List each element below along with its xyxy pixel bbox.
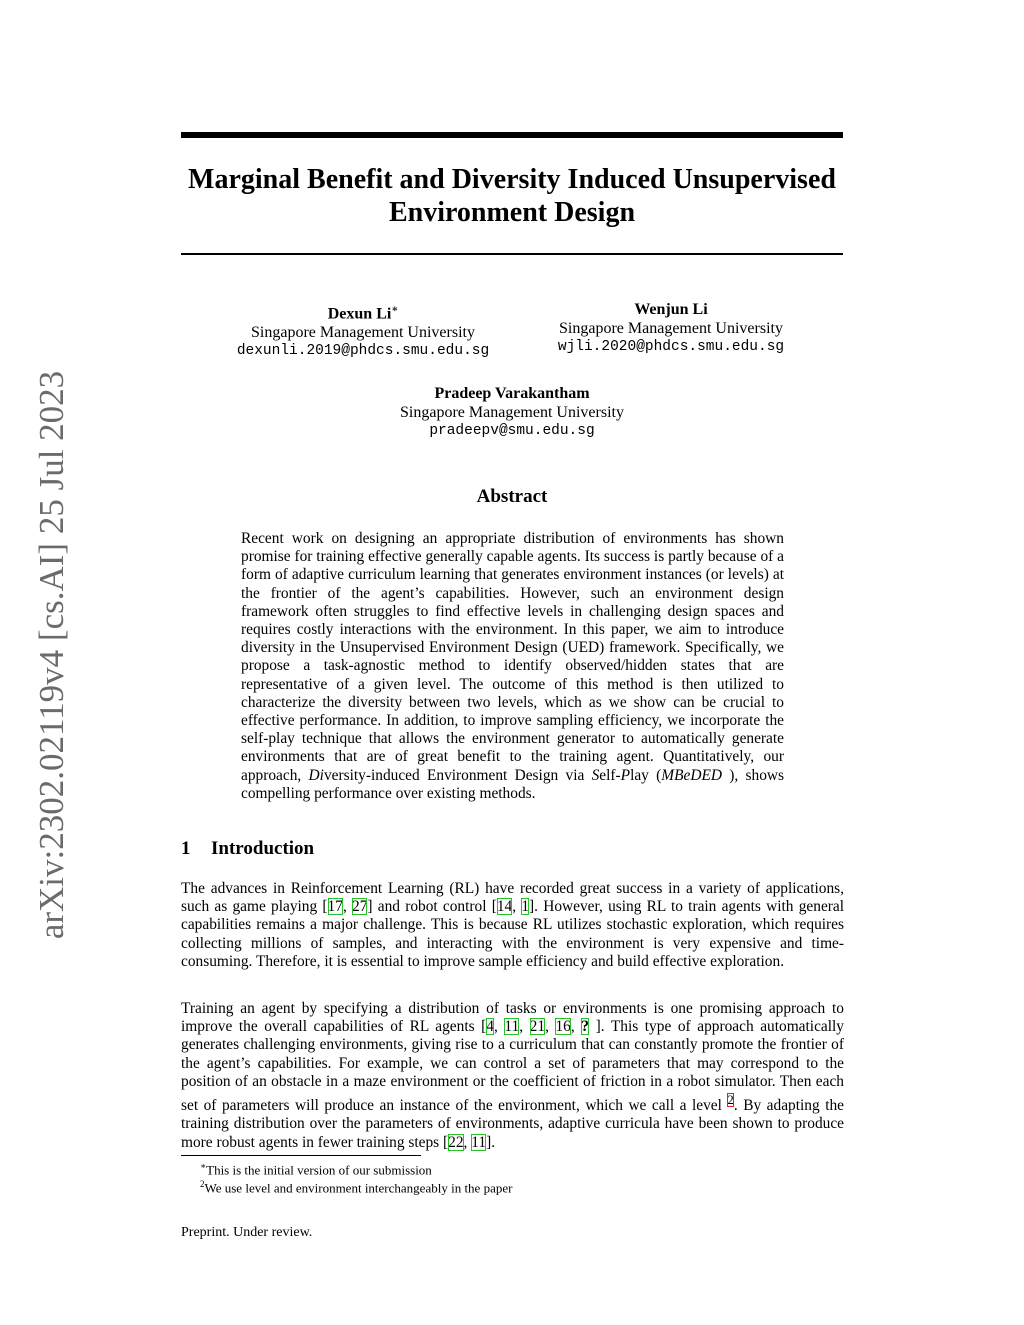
citation-link[interactable]: 4: [486, 1018, 494, 1036]
author-block-1: [213, 300, 513, 361]
title-bottom-rule: [181, 253, 843, 255]
author-email: pradeepv@smu.edu.sg: [429, 423, 595, 439]
title-line-2: Environment Design: [388, 197, 636, 228]
author-email: dexunli.2019@phdcs.smu.edu.sg: [236, 343, 490, 360]
citation-link[interactable]: 16: [555, 1018, 571, 1036]
author-name: Pradeep Varakantham: [434, 385, 590, 402]
citation-link[interactable]: 1: [521, 898, 530, 916]
title-line-1: Marginal Benefit and Diversity Induced Unsupervised: [188, 164, 836, 195]
preprint-footer: Preprint. Under review.: [181, 1225, 313, 1240]
citation-link[interactable]: 14: [496, 898, 513, 916]
author-affiliation: Singapore Management University: [251, 324, 475, 342]
intro-paragraph-2: Training an agent by specifying a distribution of tasks or environments is one promising approach to improve the overall capabilities of RL agents [4, 11, 21, 16, ? ]. This type of approach automatically generates challenging environments, giving rise to a curriculum that can constantly promote the frontier of the agent’s capabilities. For example, we can control a set of parameters that may correspond to the position of an obstacle in a maze environment or the coefficient of friction in a robot simulator. Then each set of parameters will produce an instance of the environment, which we call a level $^2$. By adapting the training distribution over the parameters of environments, adaptive curricula have been shown to produce more robust agents in fewer training steps [22, 11].: [181, 1000, 845, 1151]
citation-link[interactable]: 17: [327, 898, 343, 916]
section-number: 1: [181, 838, 191, 859]
author-name: Dexun Li∗: [327, 304, 399, 323]
citation-link[interactable]: 21: [529, 1018, 546, 1036]
author-affiliation: Singapore Management University: [400, 404, 624, 421]
author-block-2: [521, 300, 821, 357]
citation-link[interactable]: 11: [504, 1018, 520, 1036]
citation-link[interactable]: 27: [352, 898, 368, 916]
footnote-1: ∗This is the initial version of our submission: [200, 1161, 432, 1178]
abstract-body: Recent work on designing an appropriate distribution of environments has shown promise for training effective generally capable agents. Its success is partly because of a form of adaptive curriculum learning that generates environment instances (or levels) at the frontier of the agent’s capabilities. However, such an environment design framework often struggles to find effective levels in challenging design spaces and requires costly interactions with the environment. In this paper, we aim to introduce diversity in the Unsupervised Environment Design (UED) framework. Specifically, we propose a task-agnostic method to identify observed/hidden states that are representative of a given level. The outcome of this method is then utilized to characterize the diversity between two levels, which as we show can be crucial to effective performance. In addition, to improve sampling efficiency, we incorporate the self-play technique that allows the environment generator to automatically generate environments that are of great benefit to the training agent. Quantitatively, our approach, Diversity-induced Environment Design via Self-Play (MBeDED ), shows compelling performance over existing methods.: [241, 530, 784, 802]
citation-link[interactable]: 22: [448, 1133, 464, 1151]
author-name: Wenjun Li: [634, 301, 708, 318]
author-block-3: [362, 384, 662, 441]
footnote-mark: ∗: [200, 1161, 207, 1171]
method-name: MBeDED: [661, 766, 722, 784]
author-affiliation: Singapore Management University: [559, 320, 783, 337]
footnote-link[interactable]: 2: [727, 1093, 734, 1108]
section-heading-introduction: [181, 838, 314, 860]
title-top-rule: [181, 132, 843, 138]
author-mark: ∗: [391, 304, 399, 315]
abstract-heading: Abstract: [476, 486, 548, 507]
arxiv-side-stamp: arXiv:2302.02119v4 [cs.AI] 25 Jul 2023: [32, 370, 71, 940]
footnote-2: $^2$We use level and environment interchangeably in the paper: [200, 1179, 513, 1196]
author-email: wjli.2020@phdcs.smu.edu.sg: [557, 339, 785, 355]
footnote-mark: 2: [200, 1179, 205, 1189]
intro-paragraph-1: The advances in Reinforcement Learning (RL) have recorded great success in a variety of applications, such as game playing [17, 27] and robot control [14, 1]. However, using RL to train agents with general capabilities remains a major challenge. This is because RL utilizes stochastic exploration, which requires collecting millions of samples, and interacting with the environment is very expensive and time-consuming. Therefore, it is essential to improve sample efficiency and build effective exploration.: [181, 880, 845, 970]
section-title: Introduction: [211, 838, 315, 859]
paper-title: [150, 163, 874, 229]
footnote-rule: [181, 1155, 421, 1156]
citation-link-unresolved[interactable]: ?: [581, 1018, 589, 1036]
citation-link[interactable]: 11: [471, 1133, 487, 1151]
